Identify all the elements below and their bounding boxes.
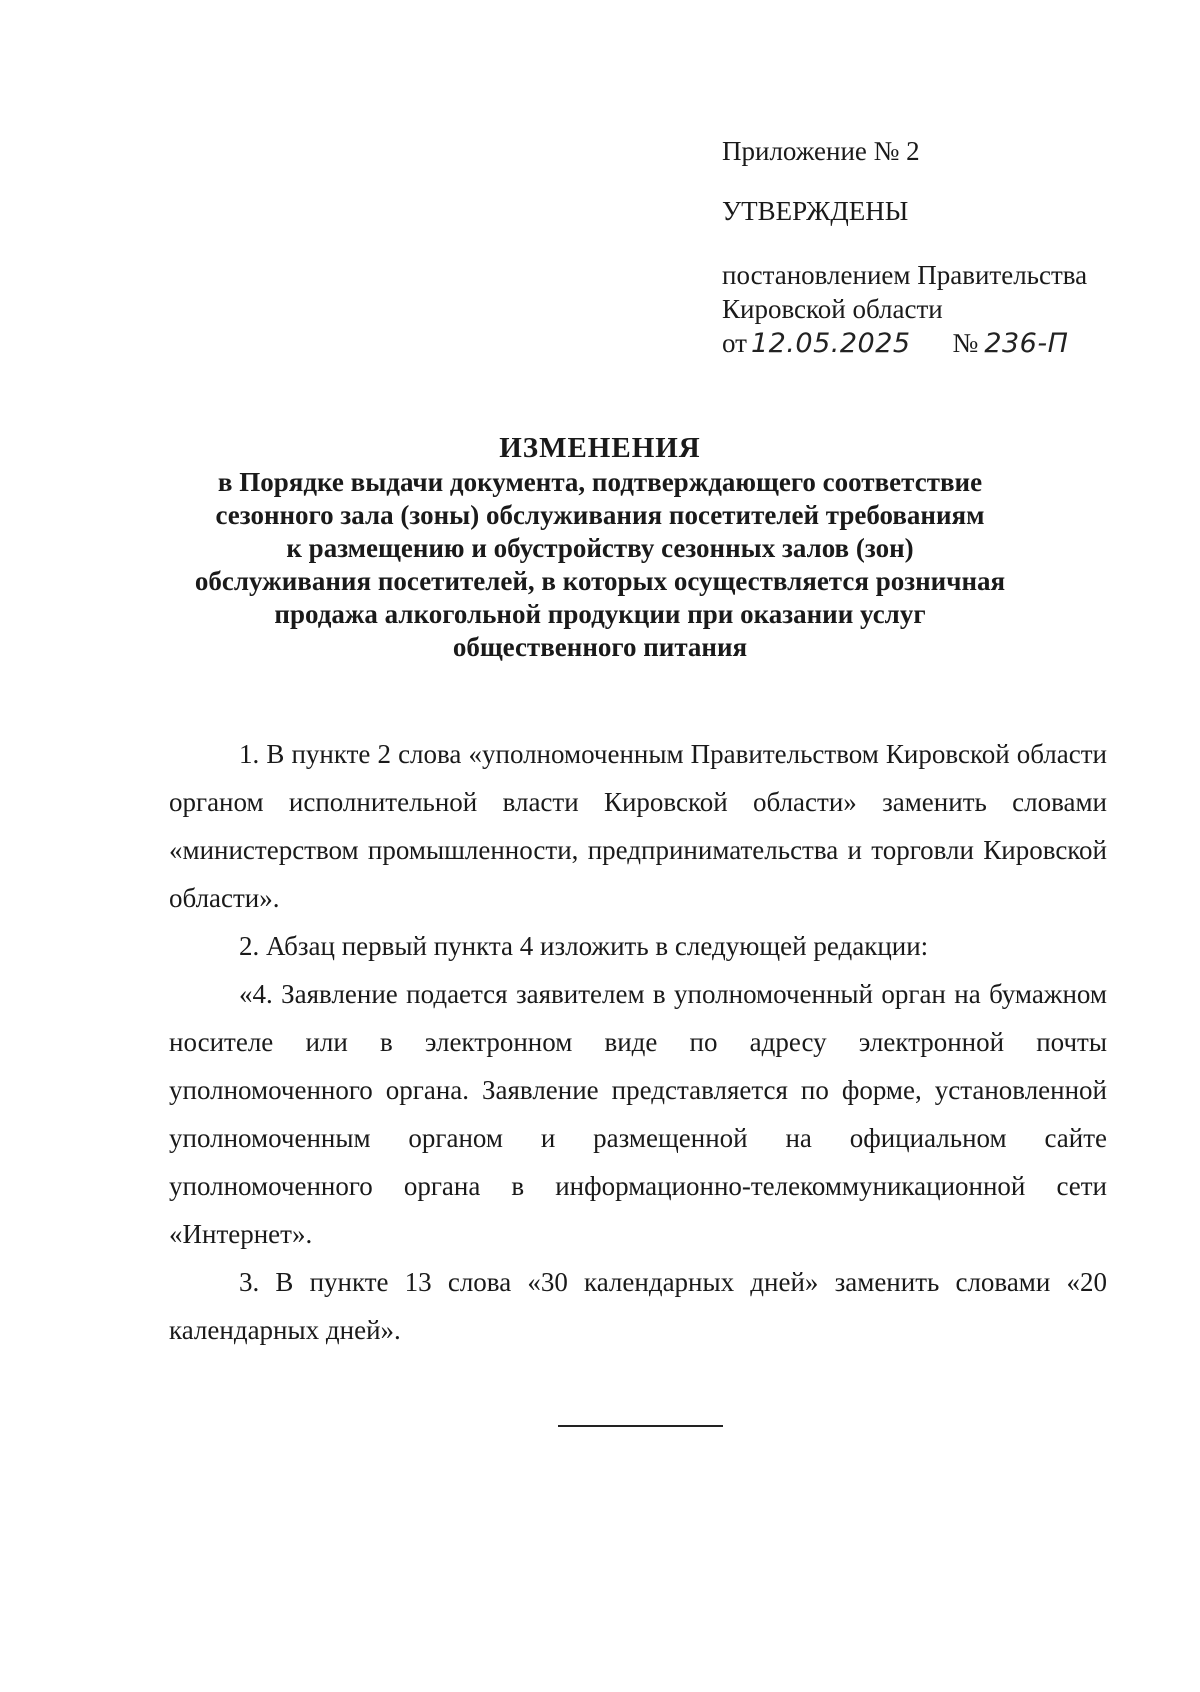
closing-divider bbox=[558, 1425, 723, 1427]
paragraph-3: «4. Заявление подается заявителем в уполномоченный орган на бумажном носителе или в электронном виде по адресу электронной почты уполномоченного органа. Заявление представляется по форме, установленной уполномоченным органом и размещенной на официальном сайте уполномоченного органа в информационно-телекоммуникационной сети «Интернет». bbox=[169, 979, 1107, 1249]
title-line: продажа алкогольной продукции при оказании услуг bbox=[274, 599, 926, 629]
resolution-line: постановлением Правительства bbox=[722, 260, 1088, 290]
title-line: общественного питания bbox=[452, 632, 748, 662]
number-label: № bbox=[952, 328, 979, 358]
title-heading: ИЗМЕНЕНИЯ bbox=[499, 432, 701, 464]
handwritten-date: 12.05.2025 bbox=[750, 328, 911, 359]
paragraph-2: 2. Абзац первый пункта 4 изложить в следующей редакции: bbox=[239, 931, 929, 961]
approval-block bbox=[722, 134, 1142, 361]
handwritten-number: 236-П bbox=[984, 328, 1069, 359]
document-title bbox=[150, 432, 1050, 664]
document-body bbox=[169, 730, 1107, 1354]
title-line: в Порядке выдачи документа, подтверждающего соответствие bbox=[217, 467, 983, 497]
title-line: обслуживания посетителей, в которых осуществляется розничная bbox=[194, 566, 1006, 596]
approved-label: УТВЕРЖДЕНЫ bbox=[722, 196, 909, 226]
region-line: Кировской области bbox=[722, 294, 943, 324]
title-line: сезонного зала (зоны) обслуживания посетителей требованиям bbox=[215, 500, 985, 530]
paragraph-4: 3. В пункте 13 слова «30 календарных дней» заменить словами «20 календарных дней». bbox=[169, 1267, 1107, 1345]
title-line: к размещению и обустройству сезонных залов (зон) bbox=[286, 533, 914, 563]
date-prefix: от bbox=[722, 328, 747, 358]
paragraph-1: 1. В пункте 2 слова «уполномоченным Правительством Кировской области органом исполнительной власти Кировской области» заменить словами «министерством промышленности, предпринимательства и торговли Кировской области». bbox=[169, 739, 1107, 913]
appendix-label: Приложение № 2 bbox=[722, 136, 920, 166]
date-number-line bbox=[722, 326, 1142, 361]
